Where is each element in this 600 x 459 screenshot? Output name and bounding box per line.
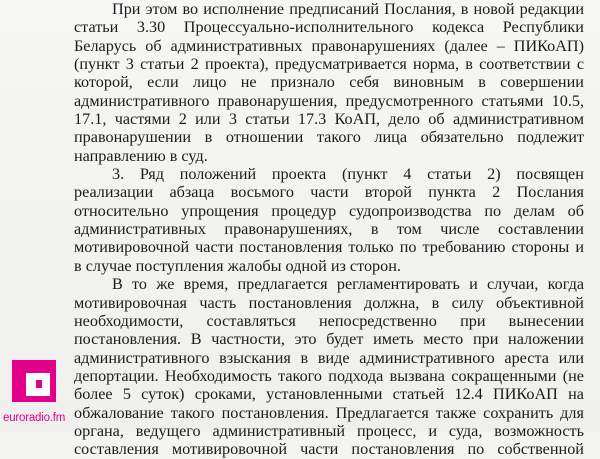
document-word: административном [452,110,584,129]
euroradio-watermark [0,350,74,432]
document-word: 3.30 [136,18,166,37]
document-word: время, [183,275,229,294]
document-word: признало [270,73,335,92]
document-word: об [567,201,584,220]
document-word: 10.5, [551,91,584,110]
document-word: пункта [428,183,476,202]
document-word: такого [278,366,323,385]
document-word: части [300,440,339,459]
document-word: иметь [373,330,414,349]
document-word: во [182,0,199,18]
document-word: норма, [413,55,460,74]
document-word: части [310,183,349,202]
document-word: предписаний [289,0,380,18]
document-word: реализации [74,183,154,202]
document-word: административных [74,220,206,239]
document-word: числе [440,220,480,239]
document-word: проекта [271,165,327,184]
document-word: когда [547,275,584,294]
euroradio-logo-icon [12,360,56,402]
document-word: виновным [393,73,464,92]
document-word: если [147,73,179,92]
document-word: статьи [140,55,185,74]
document-word: регламентировать [336,275,460,294]
document-word: дело [388,110,420,129]
document-word: Послания, [384,0,456,18]
document-word: составляться [206,311,296,330]
document-word: в [465,55,473,74]
document-word: второй [364,183,412,202]
document-word: статьи [427,165,472,184]
document-word: для [560,403,584,422]
document-word: взыскания [219,348,291,367]
document-word: Республики [502,18,584,37]
document-word: административного [74,348,210,367]
document-word: будет [326,330,364,349]
document-word: (пункт [341,165,388,184]
document-word: 2) [487,165,501,184]
document-word: также [435,403,477,422]
document-word: то [132,275,147,294]
document-word: исполнение [203,0,285,18]
document-line [74,18,584,36]
document-line [74,422,584,440]
document-line [74,55,584,73]
document-word: проекта), [204,55,269,74]
document-word: себя [349,73,380,92]
document-word: Необходимость [164,366,272,385]
document-word: частности, [211,330,285,349]
document-line [74,110,584,128]
document-word: правонарушения, [217,91,338,110]
document-line [74,330,584,348]
document-line [74,367,584,385]
document-word: (не [562,366,584,385]
document-line [74,202,584,220]
document-line [74,238,584,256]
document-word: 3. [112,165,125,184]
document-word: и [428,421,438,440]
document-word: подлежит [517,128,584,147]
document-word: при [460,311,486,330]
document-word: в [300,348,309,367]
document-word: (далее [444,36,488,55]
document-word: правонарушении [74,128,192,147]
document-word: и [575,238,584,257]
document-word: которой, [74,73,133,92]
document-word: мотивировочной [74,238,190,257]
document-word: – [496,36,505,55]
document-word: собственной [497,440,584,459]
document-line [74,37,584,55]
document-word: часть [199,293,237,312]
document-word: по [484,201,502,220]
document-line [74,294,584,312]
document-word: Ряд [139,165,164,184]
document-word: непосредственно [319,311,437,330]
document-word: с [576,55,584,74]
document-word: 3 [228,110,237,129]
document-text [74,0,584,459]
document-word: лицо [192,73,227,92]
document-word: место [423,330,464,349]
document-word: это [294,330,317,349]
document-word: КоАП, [334,110,381,129]
document-word: административный [212,421,346,440]
document-word: 2 [178,110,187,129]
document-line [74,0,584,18]
document-word: правонарушениях [311,36,436,55]
document-word: в [204,128,213,147]
document-word: Процессуально-исполнительного [183,18,414,37]
document-word: об [145,36,162,55]
document-word: суток) [141,385,185,404]
document-line [74,385,584,403]
document-word: новой [473,0,515,18]
document-word: постановления [239,238,343,257]
document-word: предлагается [237,275,328,294]
document-word: мотивировочной [171,440,287,459]
document-word: сроками, [194,385,256,404]
document-word: объективной [496,293,584,312]
watermark-text: euroradio.fm [3,412,66,424]
document-word: необходимости, [74,311,184,330]
document-word: подхода [328,366,384,385]
document-line [74,73,584,91]
document-word: случаи, [486,275,539,294]
document-word: установленными [266,385,383,404]
document-word: правонарушениях, [224,220,353,239]
document-line [74,404,584,422]
document-line [74,183,584,201]
document-word: составления [74,440,159,459]
document-word: отношении [225,128,304,147]
document-word: предусматривается [274,55,407,74]
document-word: административного [359,348,495,367]
document-word: 17.1, [74,110,107,129]
document-line [74,92,584,110]
document-word: Послания [516,183,584,202]
document-word: депортации. [74,366,159,385]
document-word: этом [145,0,178,18]
document-word: абзаца [169,183,215,202]
document-word: части [195,238,234,257]
document-word: В [190,330,202,349]
document-word: органа, [74,421,124,440]
document-word: сохранить [483,403,554,422]
document-word: мотивировочная [74,293,187,312]
document-word: об [428,110,445,129]
document-word: более [74,385,113,404]
document-word: 12.4 [454,385,483,404]
document-word: 5 [122,385,131,404]
document-word: не [240,73,257,92]
document-word: Беларусь [74,36,137,55]
document-word: постановления [351,440,455,459]
document-line: направлению в суд. [74,146,208,165]
document-word: 17.3 [297,110,327,129]
document-word: административных [170,36,303,55]
document-word: вынесении [508,311,584,330]
document-word: составлении [497,220,584,239]
document-word: частями [114,110,171,129]
document-word: виде [317,348,350,367]
document-line [74,165,584,183]
document-word: предусмотренного [345,91,474,110]
document-word: стороны [511,238,570,257]
document-word: статьей [392,385,445,404]
document-word: лица [374,128,408,147]
document-word: в [370,220,379,239]
document-word: том [396,220,422,239]
document-word: судопроизводства [349,201,472,220]
document-word: административного [74,91,210,110]
document-line [74,440,584,458]
document-word: по [399,238,417,257]
document-word: ПИКоАП [493,385,558,404]
document-word: Предлагается [335,403,429,422]
document-word: вызвана [389,366,445,385]
document-word: в [460,0,469,18]
document-word: процесс, [356,421,417,440]
document-word: постановления [248,293,352,312]
document-line [74,275,584,293]
document-line [74,349,584,367]
document-word: постановления. [221,403,329,422]
document-word: наложении [508,330,584,349]
document-word: силу [451,293,484,312]
document-word: При [112,0,141,18]
document-word: в [478,73,486,92]
document-word: редакции [519,0,584,18]
document-word: в [431,293,440,312]
document-word: процедур [271,201,337,220]
document-word: или [195,110,221,129]
document-word: обжалование [74,403,164,422]
document-word: возможность [494,421,584,440]
document-word: такого [316,128,361,147]
document-word: относительно [74,201,169,220]
document-word: должна, [364,293,420,312]
document-word: статьи [245,110,290,129]
document-word: кодекса [432,18,485,37]
document-word: статьи [74,18,119,37]
document-word: совершении [500,73,584,92]
document-word: требованию [422,238,506,257]
document-word: сокращенными [451,366,557,385]
document-word: делам [513,201,555,220]
document-word: постановления. [74,330,182,349]
document-word: статьями [481,91,544,110]
document-word: посвящен [516,165,584,184]
document-word: 2 [190,55,199,74]
document-word: положений [179,165,257,184]
document-word: такого [170,403,215,422]
document-word: ведущего [135,421,201,440]
document-word: восьмого [230,183,294,202]
document-word: по [467,440,485,459]
document-word: 4 [403,165,412,184]
document-word: только [348,238,394,257]
document-word: 2 [492,183,501,202]
document-word: на [568,385,584,404]
document-line: в случае поступления жалобы одной из сторон. [74,256,401,275]
document-word: и [469,275,478,294]
document-word: ареста [504,348,549,367]
document-word: (пункт [74,55,120,74]
document-word: 3 [125,55,134,74]
document-word: В [112,275,123,294]
document-word: ПИКоАП) [513,36,584,55]
document-word: соответствии [479,55,571,74]
document-word: же [156,275,175,294]
document-line [74,128,584,146]
document-word: суда, [448,421,483,440]
document-word: упрощения [181,201,259,220]
document-word: при [472,330,499,349]
document-word: или [558,348,584,367]
document-word: обязательно [420,128,504,147]
document-line [74,312,584,330]
document-line [74,220,584,238]
